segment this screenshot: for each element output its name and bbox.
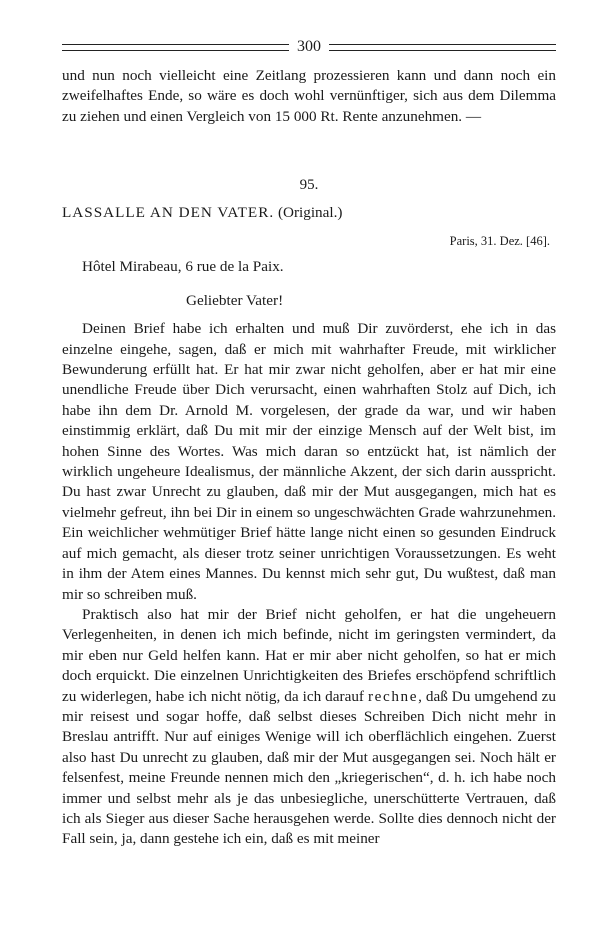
letter-heading-title: LASSALLE AN DEN VATER. [62,204,275,222]
letter-dateline: Paris, 31. Dez. [46]. [449,234,550,249]
spaced-word-rechne: rechne [367,687,419,705]
page-header [62,34,556,60]
letter-heading [62,203,556,223]
continuation-paragraph: und nun noch vielleicht eine Zeitlang prozessieren kann und dann noch ein zweifelhaftes Ende, so wäre es doch wohl vernünftiger, sich aus dem Dilemma zu ziehen und einen Vergleich von 15 000 Rt. Rente anzunehmen. — [62,67,556,125]
header-rule-left [62,44,289,51]
letter-number: 95. [299,177,319,194]
paragraph-2-part-a: Praktisch also hat mir der Brief nicht geholfen, er hat die ungeheuern Verlegenheiten, in denen ich mich befinde, nicht im geringsten vermindert, da mir eben nur Geld helfen kann. Hat er mir aber nicht geholfen, so hat er mich doch erquickt. Die einzelnen Unrichtigkeiten des Briefes erschöpfend schriftlich zu widerlegen, habe ich nicht nötig, da ich darauf [62,605,556,705]
letter-paragraph-1: Deinen Brief habe ich erhalten und muß Dir zuvörderst, ehe ich in das einzelne eingehe, sagen, daß er mich mit wahrhafter Freude, mit wirklicher Bewunderung erfüllt hat. Er hat mir zwar nicht geholfen, aber er hat mir eine unendliche Freude über Dich verursacht, einen wahrhaften Stolz auf Dich, ich habe ihn dem Dr. Arnold M. vorgelesen, der grade da war, und wir haben einstimmig erklärt, daß Du mit mir der einzige Mensch auf der Welt bist, im hohen Sinne des Wortes. Was mich daran so entzückt hat, ist nämlich der wirklich ungeheure Idealismus, der männliche Akzent, der sich darin ausspricht. Du hast zwar Unrecht zu glauben, daß mir der Mut ausgegangen, mich hat es vielmehr gefreut, ihn bei Dir in einem so ungeschwächten Grade wahrzunehmen. Ein weichlicher wehmütiger Brief hätte lange nicht einen so gesunden Eindruck auf mich gemacht, als dieser trotz seiner unrichtigen Voraussetzungen. Es weht in ihm der Atem eines Mannes. Du kennst mich sehr gut, Du wußtest, daß man mir so schreiben muß. [62,320,556,603]
letter-paragraph-2 [62,605,556,850]
paragraph-2-part-b: , daß Du umgehend zu mir reisest und sogar hoffe, daß selbst dieses Schreiben Dich nicht mehr in Breslau antrifft. Nur auf einiges Wenige will ich oberflächlich eingehen. Zuerst also hast Du unrecht zu glauben, daß mir der Mut ausgegangen sei. Noch hält er felsenfest, meine Freunde nennen mich den „kriegerischen“, d. h. ich habe noch immer und selbst mehr als je das unbesiegliche, unerschütterte Vertrauen, daß ich als Sieger aus dieser Sache herausgehen werde. Sollte dies dennoch nicht der Fall sein, ja, dann gestehe ich ein, daß es mit meiner [62,687,556,848]
header-rule-right [329,44,556,51]
letter-address: Hôtel Mirabeau, 6 rue de la Paix. [82,258,284,276]
page-number: 300 [297,38,321,55]
book-page [62,34,556,850]
letter-heading-note: (Original.) [277,204,343,222]
letter-salutation: Geliebter Vater! [186,292,284,310]
